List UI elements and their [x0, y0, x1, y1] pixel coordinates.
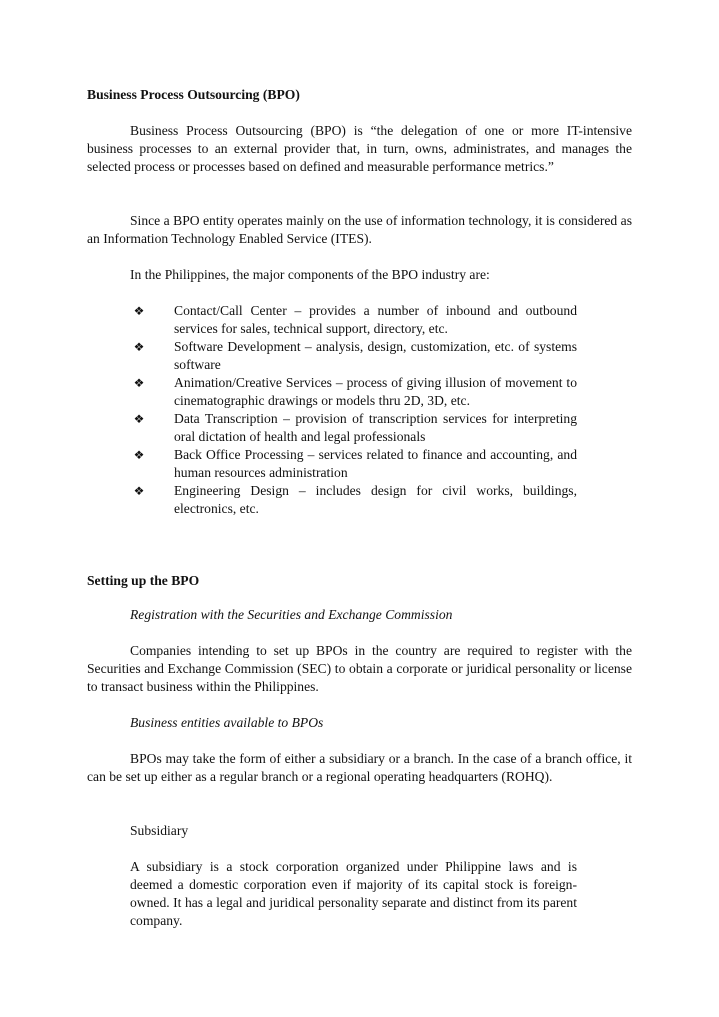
diamond-bullet-icon: ❖ [133, 376, 145, 390]
subheading-subsidiary: Subsidiary [130, 823, 189, 838]
subheading-sec-registration: Registration with the Securities and Exchange Commission [130, 607, 453, 622]
list-item-text: Engineering Design – includes design for civil works, buildings, electronics, etc. [174, 483, 577, 516]
list-item [130, 374, 577, 410]
list-item-text: Contact/Call Center – provides a number of inbound and outbound services for sales, technical support, directory, etc. [174, 303, 577, 336]
diamond-bullet-icon: ❖ [133, 304, 145, 318]
registration-paragraph: Companies intending to set up BPOs in the country are required to register with the Securities and Exchange Commission (SEC) to obtain a corporate or juridical personality or license to transact business within the Philippines. [87, 643, 632, 694]
components-intro: In the Philippines, the major components of the BPO industry are: [130, 267, 490, 282]
list-item [130, 338, 577, 374]
list-item-text: Data Transcription – provision of transcription services for interpreting oral dictation of health and legal professionals [174, 411, 577, 444]
list-item [130, 482, 577, 518]
bpo-components-list [130, 302, 577, 518]
subsidiary-paragraph: A subsidiary is a stock corporation organized under Philippine laws and is deemed a domestic corporation even if majority of its capital stock is foreign-owned. It has a legal and juridical personality separate and distinct from its parent company. [130, 859, 577, 928]
diamond-bullet-icon: ❖ [133, 412, 145, 426]
diamond-bullet-icon: ❖ [133, 340, 145, 354]
list-item-text: Software Development – analysis, design, customization, etc. of systems software [174, 339, 577, 372]
bpo-definition-paragraph: Business Process Outsourcing (BPO) is “the delegation of one or more IT-intensive business processes to an external provider that, in turn, owns, administrates, and manages the selected process or processes based on defined and measurable performance metrics.” [87, 123, 632, 174]
ites-paragraph: Since a BPO entity operates mainly on the use of information technology, it is considered as an Information Technology Enabled Service (ITES). [87, 213, 632, 246]
subheading-business-entities: Business entities available to BPOs [130, 715, 324, 730]
list-item [130, 410, 577, 446]
list-item [130, 302, 577, 338]
section-title-setting-up: Setting up the BPO [87, 573, 200, 588]
list-item-text: Back Office Processing – services related to finance and accounting, and human resources administration [174, 447, 577, 480]
diamond-bullet-icon: ❖ [133, 448, 145, 462]
section-title-bpo: Business Process Outsourcing (BPO) [87, 87, 300, 102]
business-entities-paragraph: BPOs may take the form of either a subsidiary or a branch. In the case of a branch office, it can be set up either as a regular branch or a regional operating headquarters (ROHQ). [87, 751, 632, 784]
diamond-bullet-icon: ❖ [133, 484, 145, 498]
list-item-text: Animation/Creative Services – process of giving illusion of movement to cinematographic drawings or models thru 2D, 3D, etc. [174, 375, 577, 408]
list-item [130, 446, 577, 482]
